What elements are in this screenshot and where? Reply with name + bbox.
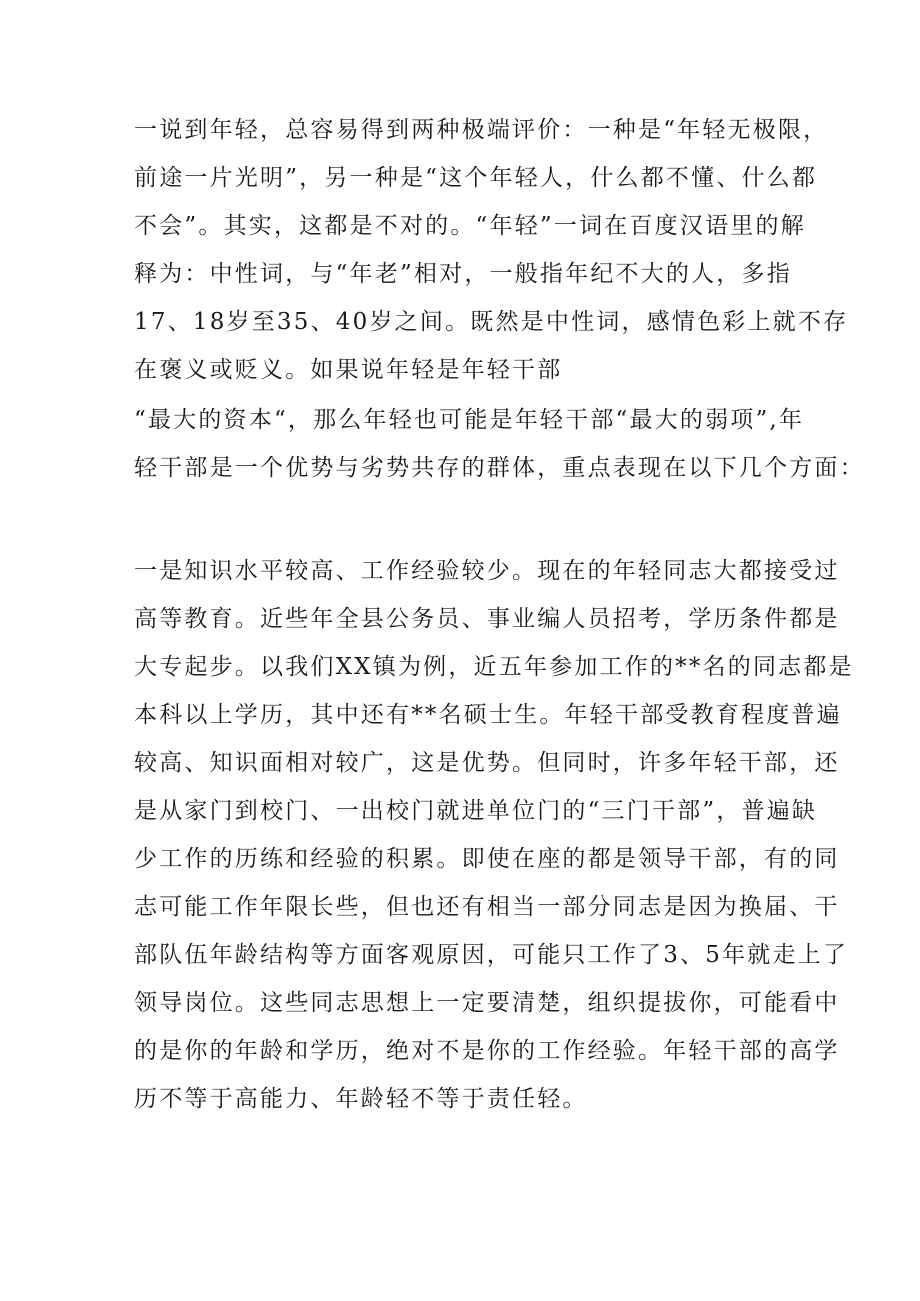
paragraph-1-line-2: 前途一片光明”，另一种是“这个年轻人，什么都不懂、什么都 bbox=[134, 165, 818, 191]
paragraph-2-line-5: 较高、知识面相对较广，这是优势。但同时，许多年轻干部，还 bbox=[134, 750, 840, 776]
paragraph-2-line-2: 高等教育。近些年全县公务员、事业编人员招考，学历条件都是 bbox=[134, 606, 840, 632]
paragraph-2-line-9: 部队伍年龄结构等方面客观原因，可能只工作了3、5年就走上了 bbox=[134, 942, 849, 968]
paragraph-2-line-12: 历不等于高能力、年龄轻不等于责任轻。 bbox=[134, 1086, 588, 1112]
paragraph-1-line-5: 17、18岁至35、40岁之间。既然是中性词，感情色彩上就不存 bbox=[134, 309, 849, 335]
paragraph-2-line-4: 本科以上学历，其中还有**名硕士生。年轻干部受教育程度普遍 bbox=[134, 702, 842, 728]
paragraph-2-line-3: 大专起步。以我们XX镇为例，近五年参加工作的**名的同志都是 bbox=[134, 654, 854, 680]
paragraph-2-line-11: 的是你的年龄和学历，绝对不是你的工作经验。年轻干部的高学 bbox=[134, 1038, 840, 1064]
paragraph-2-line-7: 少工作的历练和经验的积累。即使在座的都是领导干部，有的同 bbox=[134, 846, 840, 872]
paragraph-2-line-6: 是从家门到校门、一出校门就进单位门的“三门干部”，普遍缺 bbox=[134, 798, 818, 824]
paragraph-1-line-7: “最大的资本“，那么年轻也可能是年轻干部“最大的弱项”,年 bbox=[134, 407, 805, 433]
paragraph-1-line-3: 不会”。其实，这都是不对的。“年轻”一词在百度汉语里的解 bbox=[134, 213, 806, 239]
paragraph-1-line-6: 在褒义或贬义。如果说年轻是年轻干部 bbox=[134, 357, 563, 383]
paragraph-1-line-1: 一说到年轻，总容易得到两种极端评价：一种是“年轻无极限， bbox=[134, 117, 829, 143]
paragraph-2-line-10: 领导岗位。这些同志思想上一定要清楚，组织提拔你，可能看中 bbox=[134, 990, 840, 1016]
paragraph-2-line-8: 志可能工作年限长些，但也还有相当一部分同志是因为换届、干 bbox=[134, 894, 840, 920]
paragraph-2-line-1: 一是知识水平较高、工作经验较少。现在的年轻同志大都接受过 bbox=[134, 558, 840, 584]
paragraph-1-line-8: 轻干部是一个优势与劣势共存的群体，重点表现在以下几个方面： bbox=[134, 455, 865, 481]
paragraph-1-line-4: 释为：中性词，与“年老”相对，一般指年纪不大的人，多指 bbox=[134, 261, 792, 287]
